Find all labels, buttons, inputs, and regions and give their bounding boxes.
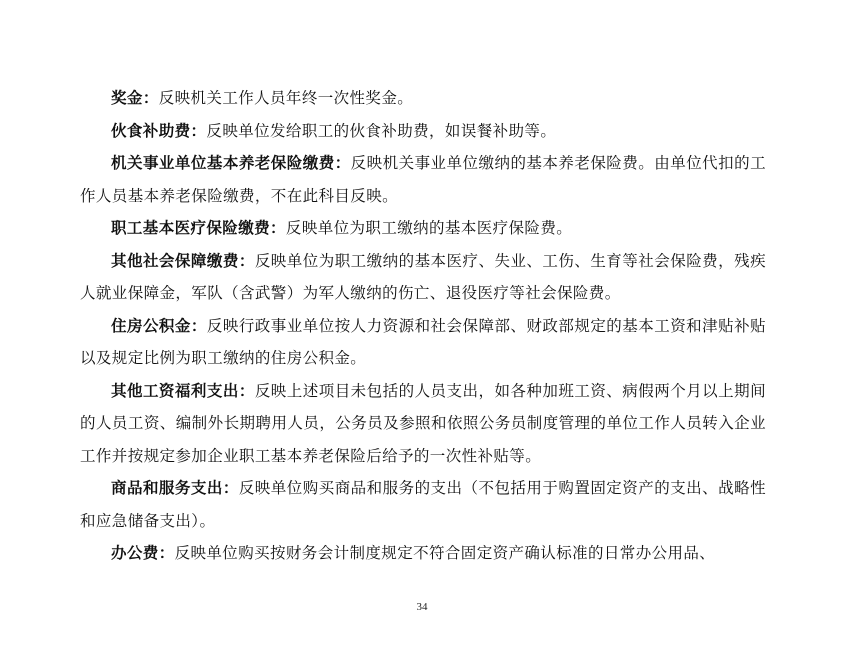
term-separator: ：	[334, 154, 351, 172]
paragraph-goods-services	[80, 472, 766, 537]
term-separator: ：	[142, 89, 159, 107]
term-description: 反映机关工作人员年终一次性奖金。	[158, 89, 414, 107]
term-description: 反映单位为职工缴纳的基本医疗、失业、工伤、生育等社会保险费，残疾人就业保障金，军队（含武警）为军人缴纳的伤亡、退役医疗等社会保险费。	[80, 251, 767, 302]
term-separator: ：	[222, 479, 239, 497]
term-separator: ：	[190, 316, 207, 335]
paragraph-bonus	[80, 82, 766, 115]
term-label: 其他社会保障缴费	[111, 251, 239, 270]
term-label: 机关事业单位基本养老保险缴费	[111, 154, 335, 172]
term-label: 职工基本医疗保险缴费	[111, 219, 271, 237]
term-description: 反映上述项目未包括的人员支出，如各种加班工资、病假两个月以上期间的人员工资、编制外长期聘用人员，公务员及参照和依照公务员制度管理的单位工作人员转入企业工作并按规定参加企业职工基本养老保险后给予的一次性补贴等。	[80, 381, 767, 465]
paragraph-housing-fund	[80, 310, 766, 375]
paragraph-medical-insurance	[80, 212, 766, 245]
paragraph-office-expenses	[80, 537, 766, 570]
term-separator: ：	[190, 121, 207, 140]
term-description: 反映机关事业单位缴纳的基本养老保险费。由单位代扣的工作人员基本养老保险缴费，不在此科目反映。	[80, 154, 766, 205]
paragraph-other-social-security	[80, 245, 766, 310]
term-label: 办公费	[111, 544, 159, 562]
document-body	[80, 82, 766, 570]
term-description: 反映单位购买商品和服务的支出（不包括用于购置固定资产的支出、战略性和应急储备支出）。	[80, 479, 766, 530]
term-separator: ：	[158, 544, 175, 562]
term-description: 反映单位为职工缴纳的基本医疗保险费。	[285, 219, 573, 237]
term-description: 反映单位购买按财务会计制度规定不符合固定资产确认标准的日常办公用品、	[174, 544, 716, 562]
term-label: 伙食补助费	[111, 121, 191, 140]
paragraph-other-welfare	[80, 375, 766, 473]
paragraph-meal-subsidy	[80, 115, 766, 148]
term-separator: ：	[270, 219, 286, 237]
page-number: 34	[416, 601, 428, 613]
term-description: 反映单位发给职工的伙食补助费，如误餐补助等。	[206, 121, 557, 140]
term-label: 商品和服务支出	[111, 479, 223, 497]
term-description: 反映行政事业单位按人力资源和社会保障部、财政部规定的基本工资和津贴补贴以及规定比例为职工缴纳的住房公积金。	[80, 316, 766, 367]
term-label: 其他工资福利支出	[111, 381, 239, 400]
term-label: 奖金	[111, 89, 143, 107]
paragraph-pension-insurance	[80, 147, 766, 212]
term-separator: ：	[238, 381, 255, 400]
term-separator: ：	[238, 251, 255, 270]
term-label: 住房公积金	[111, 316, 191, 335]
